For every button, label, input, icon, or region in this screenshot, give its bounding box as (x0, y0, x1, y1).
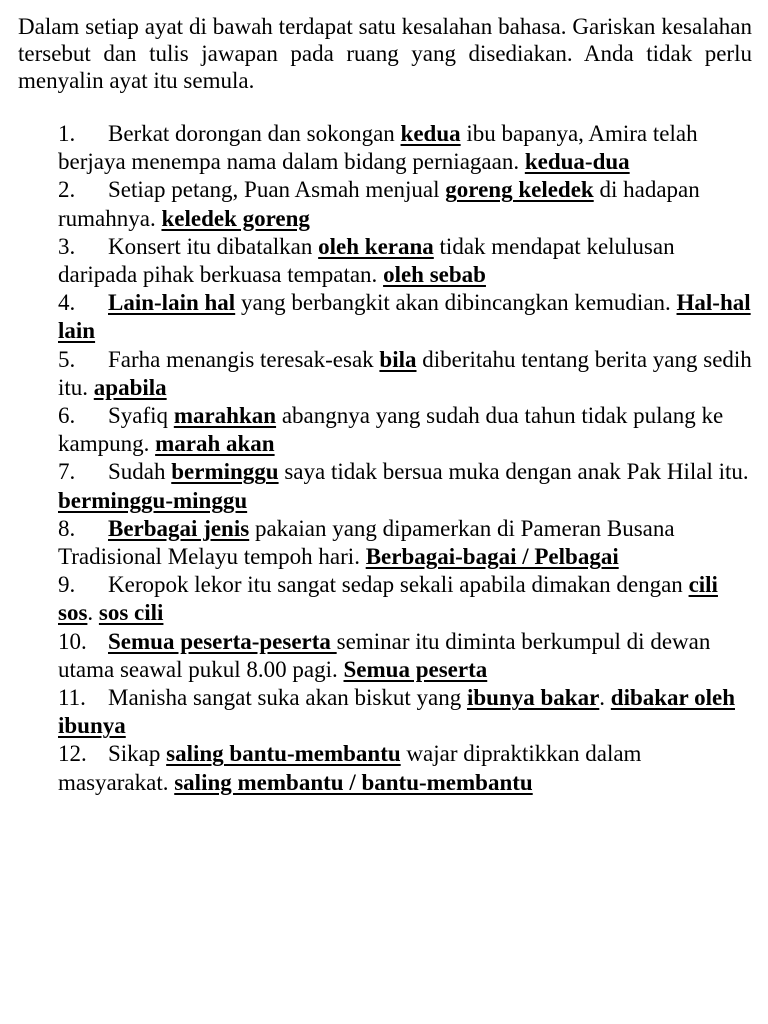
instructions-text: Dalam setiap ayat di bawah terdapat satu kesalahan bahasa. Gariskan kesalahan tersebut dan tulis jawapan pada ruang yang disediakan. Anda tidak perlu menyalin ayat itu semula. (18, 14, 752, 93)
answer-text: apabila (93, 374, 167, 400)
sentence-text: Setiap petang, Puan Asmah menjual (108, 177, 446, 203)
question-item (58, 289, 752, 345)
error-phrase: bila (379, 346, 417, 372)
question-list (58, 120, 752, 797)
sentence-text: Sikap (108, 741, 167, 767)
answer-text: sos cili (98, 600, 164, 626)
question-item (58, 515, 752, 571)
question-item (58, 402, 752, 458)
error-phrase: ibunya bakar (466, 685, 600, 711)
sentence-text: Sudah (108, 459, 172, 485)
sentence-text: Syafiq (108, 403, 174, 429)
sentence-text: abangnya yang sudah dua tahun tidak pulang ke kampung. (58, 403, 724, 457)
sentence-text: seminar itu diminta berkumpul di dewan utama seawal pukul 8.00 pagi. (58, 628, 711, 682)
question-item (58, 346, 752, 402)
sentence-text: tidak mendapat kelulusan daripada pihak berkuasa tempatan. (58, 233, 675, 288)
answer-text: saling membantu / bantu-membantu (174, 769, 533, 795)
answer-text: Berbagai-bagai / Pelbagai (365, 544, 619, 570)
sentence-text: di hadapan rumahnya. (58, 177, 700, 231)
question-number: 2. (58, 177, 76, 203)
answer-text: berminggu-minggu (58, 487, 248, 513)
error-phrase: oleh kerana (318, 233, 434, 259)
sentence-text: Konsert itu dibatalkan (108, 233, 319, 259)
question-item (58, 120, 752, 176)
question-number: 10. (58, 628, 87, 654)
sentence-text: saya tidak bersua muka dengan anak Pak Hilal itu. (278, 459, 749, 485)
sentence-text: . (599, 685, 611, 711)
sentence-text: pakaian yang dipamerkan di Pameran Busana Tradisional Melayu tempoh hari. (58, 515, 675, 570)
question-item (58, 176, 752, 232)
sentence-text: Manisha sangat suka akan biskut yang (108, 685, 467, 711)
answer-text: kedua-dua (524, 149, 630, 175)
error-phrase: saling bantu-membantu (166, 741, 401, 767)
error-phrase: Berbagai jenis (108, 515, 250, 541)
question-item (58, 684, 752, 740)
answer-text: Hal-hal lain (58, 290, 751, 344)
sentence-text: yang berbangkit akan dibincangkan kemudian. (235, 290, 677, 316)
error-phrase: Lain-lain hal (108, 290, 236, 316)
error-phrase: goreng keledek (445, 177, 594, 203)
error-phrase: Semua peserta-peserta (108, 628, 337, 654)
question-number: 11. (58, 685, 86, 711)
sentence-text: diberitahu tentang berita yang sedih itu. (58, 346, 752, 400)
question-number: 5. (58, 346, 76, 372)
answer-text: marah akan (155, 431, 275, 457)
sentence-text: wajar dipraktikkan dalam masyarakat. (58, 741, 642, 795)
sentence-text: Farha menangis teresak-esak (108, 346, 380, 372)
question-number: 4. (58, 290, 76, 316)
question-number: 3. (58, 233, 76, 259)
question-number: 7. (58, 459, 76, 485)
question-number: 9. (58, 572, 76, 598)
error-phrase: berminggu (171, 459, 279, 485)
question-item (58, 740, 752, 796)
answer-text: Semua peserta (343, 656, 488, 682)
answer-text: dibakar oleh ibunya (58, 685, 735, 739)
sentence-text: . (87, 600, 99, 626)
answer-text: keledek goreng (161, 205, 310, 231)
question-item (58, 571, 752, 627)
error-phrase: kedua (400, 121, 461, 146)
question-number: 6. (58, 403, 76, 429)
error-phrase: marahkan (173, 403, 277, 429)
sentence-text: Berkat dorongan dan sokongan (108, 121, 401, 146)
question-item (58, 458, 752, 514)
question-number: 12. (58, 741, 87, 767)
question-number: 1. (58, 121, 76, 146)
question-item (58, 628, 752, 684)
sentence-text: ibu bapanya, Amira telah berjaya menempa nama dalam bidang perniagaan. (58, 121, 698, 175)
sentence-text: Keropok lekor itu sangat sedap sekali apabila dimakan dengan (108, 572, 689, 598)
error-phrase: cili sos (58, 572, 718, 626)
question-number: 8. (58, 515, 76, 541)
question-item (58, 233, 752, 289)
answer-text: oleh sebab (383, 262, 486, 288)
